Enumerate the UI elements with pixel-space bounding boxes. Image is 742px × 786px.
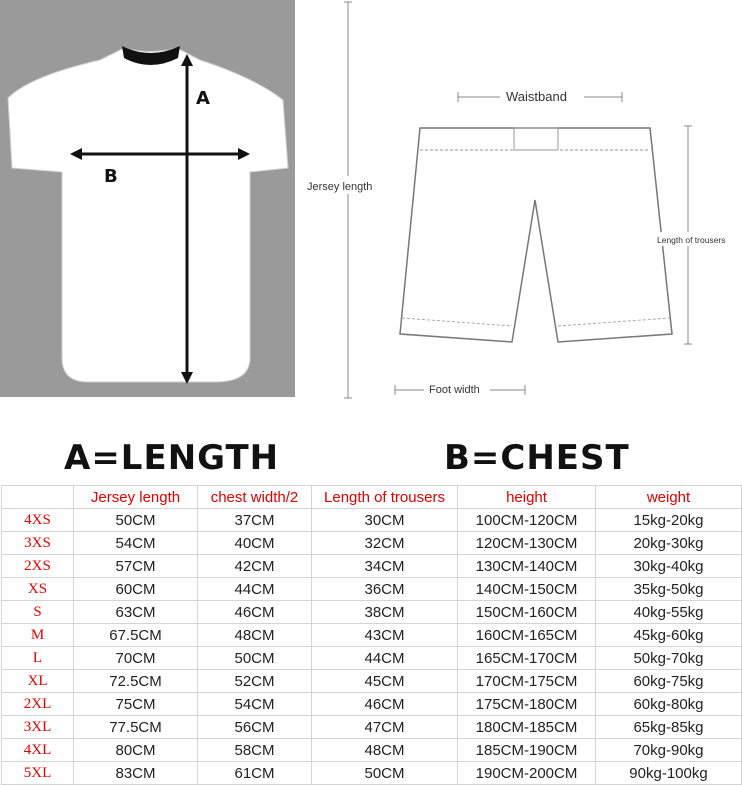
- table-row: [2, 578, 742, 601]
- height-cell: 160CM-165CM: [458, 624, 596, 647]
- chest-width-cell: 58CM: [198, 739, 312, 762]
- weight-cell: 30kg-40kg: [596, 555, 742, 578]
- jersey-length-cell: 80CM: [74, 739, 198, 762]
- trousers-length-cell: 32CM: [312, 532, 458, 555]
- size-cell: S: [2, 601, 74, 624]
- weight-cell: 60kg-80kg: [596, 693, 742, 716]
- size-cell: XS: [2, 578, 74, 601]
- table-row: [2, 647, 742, 670]
- chest-width-cell: 37CM: [198, 509, 312, 532]
- size-cell: 4XL: [2, 739, 74, 762]
- chest-width-cell: 54CM: [198, 693, 312, 716]
- chest-width-cell: 40CM: [198, 532, 312, 555]
- height-cell: 185CM-190CM: [458, 739, 596, 762]
- table-header-row: [2, 486, 742, 509]
- weight-cell: 40kg-55kg: [596, 601, 742, 624]
- length-legend: A=LENGTH: [64, 438, 280, 478]
- size-cell: 3XS: [2, 532, 74, 555]
- jersey-length-label: Jersey length: [307, 181, 373, 193]
- chest-width-cell: 48CM: [198, 624, 312, 647]
- table-row: [2, 601, 742, 624]
- jersey-length-cell: 63CM: [74, 601, 198, 624]
- shorts-diagram-panel: [300, 0, 742, 410]
- table-row: [2, 624, 742, 647]
- trousers-length-cell: 43CM: [312, 624, 458, 647]
- weight-cell: 70kg-90kg: [596, 739, 742, 762]
- trousers-length-cell: 48CM: [312, 739, 458, 762]
- height-cell: 170CM-175CM: [458, 670, 596, 693]
- jersey-length-cell: 57CM: [74, 555, 198, 578]
- trousers-length-cell: 47CM: [312, 716, 458, 739]
- jersey-length-cell: 72.5CM: [74, 670, 198, 693]
- table-row: [2, 716, 742, 739]
- jersey-length-cell: 54CM: [74, 532, 198, 555]
- size-cell: 2XL: [2, 693, 74, 716]
- foot-width-label: Foot width: [429, 384, 480, 396]
- size-chart-table: [1, 485, 742, 785]
- jersey-length-cell: 60CM: [74, 578, 198, 601]
- table-row: [2, 693, 742, 716]
- chest-width-cell: 52CM: [198, 670, 312, 693]
- header-jersey-length: Jersey length: [74, 486, 198, 509]
- header-weight: weight: [596, 486, 742, 509]
- weight-cell: 90kg-100kg: [596, 762, 742, 785]
- trousers-length-cell: 44CM: [312, 647, 458, 670]
- jersey-length-cell: 77.5CM: [74, 716, 198, 739]
- weight-cell: 35kg-50kg: [596, 578, 742, 601]
- size-cell: L: [2, 647, 74, 670]
- table-row: [2, 532, 742, 555]
- size-cell: XL: [2, 670, 74, 693]
- table-row: [2, 509, 742, 532]
- header-trousers-length: Length of trousers: [312, 486, 458, 509]
- jersey-length-cell: 75CM: [74, 693, 198, 716]
- header-size: [2, 486, 74, 509]
- header-chest-width: chest width/2: [198, 486, 312, 509]
- waistband-label: Waistband: [506, 89, 567, 104]
- chest-legend: B=CHEST: [444, 438, 630, 478]
- height-cell: 130CM-140CM: [458, 555, 596, 578]
- height-cell: 175CM-180CM: [458, 693, 596, 716]
- chest-width-cell: 56CM: [198, 716, 312, 739]
- size-cell: 4XS: [2, 509, 74, 532]
- size-cell: 3XL: [2, 716, 74, 739]
- trousers-length-cell: 36CM: [312, 578, 458, 601]
- jersey-length-cell: 83CM: [74, 762, 198, 785]
- weight-cell: 45kg-60kg: [596, 624, 742, 647]
- shorts-shape: [400, 128, 672, 342]
- jersey-length-cell: 50CM: [74, 509, 198, 532]
- chest-width-cell: 42CM: [198, 555, 312, 578]
- height-cell: 165CM-170CM: [458, 647, 596, 670]
- chest-width-cell: 46CM: [198, 601, 312, 624]
- label-a: A: [196, 88, 210, 109]
- jersey-illustration: [0, 0, 295, 397]
- height-cell: 180CM-185CM: [458, 716, 596, 739]
- weight-cell: 60kg-75kg: [596, 670, 742, 693]
- size-cell: 2XS: [2, 555, 74, 578]
- size-cell: 5XL: [2, 762, 74, 785]
- table-row: [2, 739, 742, 762]
- size-cell: M: [2, 624, 74, 647]
- trousers-length-cell: 46CM: [312, 693, 458, 716]
- trousers-length-label: Length of trousers: [657, 235, 726, 245]
- weight-cell: 20kg-30kg: [596, 532, 742, 555]
- header-height: height: [458, 486, 596, 509]
- chest-width-cell: 61CM: [198, 762, 312, 785]
- trousers-length-cell: 38CM: [312, 601, 458, 624]
- height-cell: 100CM-120CM: [458, 509, 596, 532]
- chest-width-cell: 44CM: [198, 578, 312, 601]
- trousers-length-cell: 50CM: [312, 762, 458, 785]
- jersey-length-cell: 70CM: [74, 647, 198, 670]
- weight-cell: 65kg-85kg: [596, 716, 742, 739]
- label-b: B: [104, 166, 118, 187]
- height-cell: 120CM-130CM: [458, 532, 596, 555]
- trousers-length-cell: 45CM: [312, 670, 458, 693]
- size-table-body: [2, 509, 742, 785]
- table-row: [2, 670, 742, 693]
- jersey-diagram-panel: [0, 0, 295, 397]
- chest-width-cell: 50CM: [198, 647, 312, 670]
- trousers-length-cell: 34CM: [312, 555, 458, 578]
- table-row: [2, 555, 742, 578]
- shorts-illustration: [300, 0, 742, 410]
- height-cell: 190CM-200CM: [458, 762, 596, 785]
- jersey-shape: [8, 48, 288, 382]
- jersey-length-cell: 67.5CM: [74, 624, 198, 647]
- height-cell: 140CM-150CM: [458, 578, 596, 601]
- weight-cell: 50kg-70kg: [596, 647, 742, 670]
- trousers-length-cell: 30CM: [312, 509, 458, 532]
- weight-cell: 15kg-20kg: [596, 509, 742, 532]
- height-cell: 150CM-160CM: [458, 601, 596, 624]
- table-row: [2, 762, 742, 785]
